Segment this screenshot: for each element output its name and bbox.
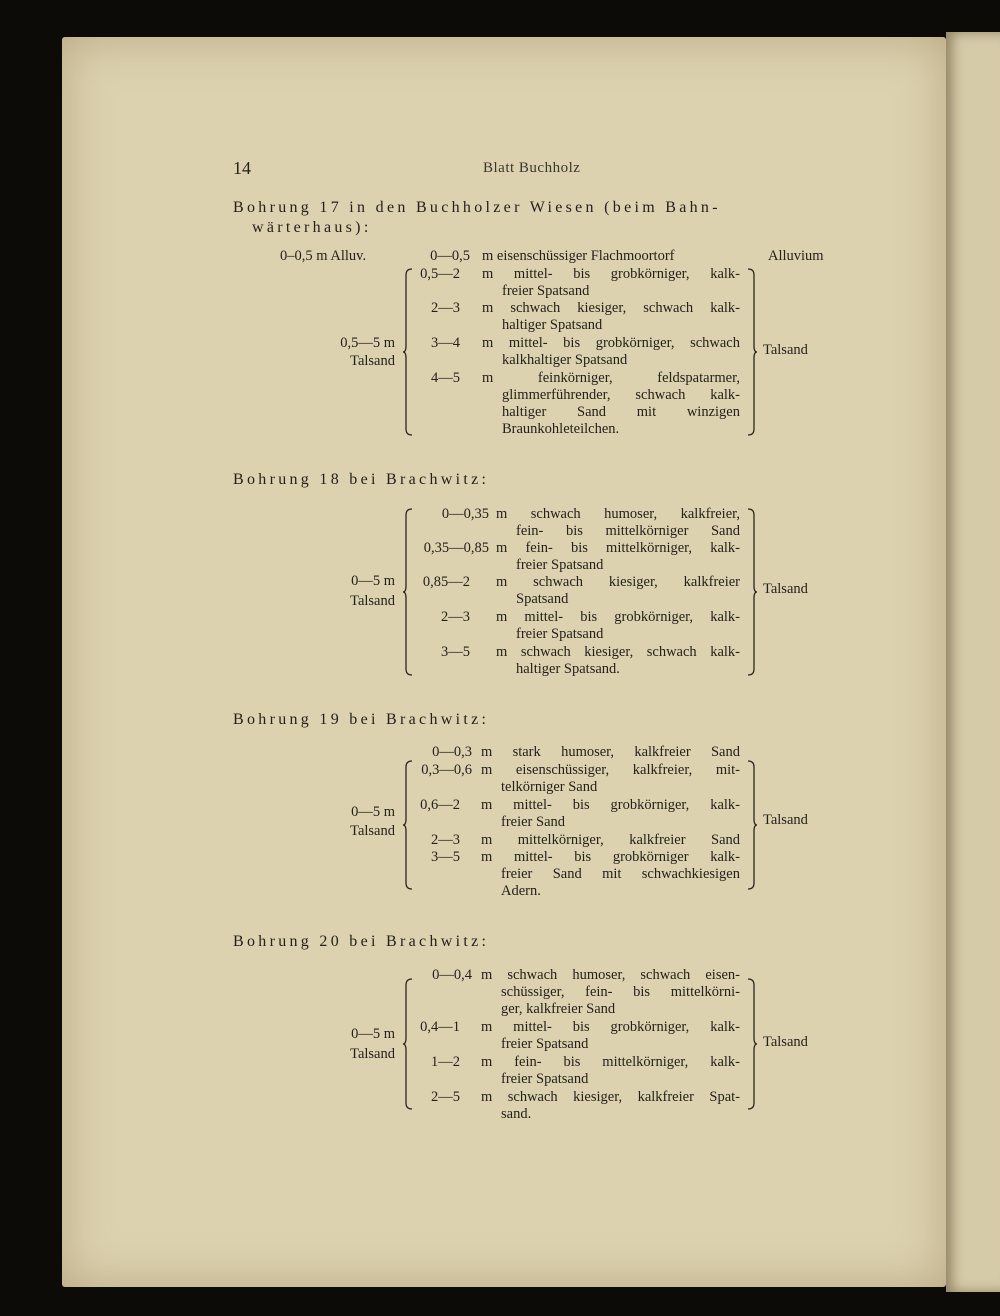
layer-depth: 0—0,3 [432, 744, 472, 760]
layer-line: freier Sand [501, 814, 566, 830]
left-brace [402, 268, 414, 436]
layer-line: freier Sand mit schwachkiesigen [501, 866, 740, 882]
layer-line: m mittel- bis grobkörniger, kalk- [496, 609, 740, 625]
layer-line: sand. [501, 1106, 532, 1122]
section-heading: Bohrung 17 in den Buchholzer Wiesen (beim Bahn- [233, 199, 721, 216]
layer-depth: 1—2 [431, 1054, 460, 1070]
layer-depth: 0,35—0,85 [423, 540, 489, 556]
left-brace [402, 760, 414, 890]
layer-line: ger, kalkfreier Sand [501, 1001, 616, 1017]
layer-line: m eisenschüssiger, kalkfreier, mit- [481, 762, 740, 778]
layer-depth: 0,5—2 [420, 266, 460, 282]
layer-line: m fein- bis mittelkörniger, kalk- [496, 540, 740, 556]
layer-line: m stark humoser, kalkfreier Sand [481, 744, 740, 760]
layer-line: freier Spatsand [501, 1071, 589, 1087]
layer-depth: 3—4 [431, 335, 460, 351]
layer-depth: 0,6—2 [420, 797, 460, 813]
bracket-label-formation: Talsand [350, 353, 395, 369]
layer-line: Spatsand [516, 591, 569, 607]
right-brace [747, 978, 759, 1110]
layer-depth: 2—5 [431, 1089, 460, 1105]
layer-line: Adern. [501, 883, 541, 899]
pre-label: 0–0,5 m Alluv. [280, 248, 367, 264]
layer-line: m feinkörniger, feldspatarmer, [482, 370, 740, 386]
layer-depth: 2—3 [441, 609, 470, 625]
bracket-label-depth: 0—5 m [351, 804, 395, 820]
right-brace [747, 268, 759, 436]
right-brace [747, 508, 759, 676]
layer-line: m schwach kiesiger, kalkfreier Spat- [481, 1089, 740, 1105]
running-head: Blatt Buchholz [483, 160, 581, 176]
layer-line: m fein- bis mittelkörniger, kalk- [481, 1054, 740, 1070]
formation-label: Talsand [763, 1034, 808, 1050]
bracket-label-formation: Talsand [350, 823, 395, 839]
section-heading: Bohrung 19 bei Brachwitz: [233, 711, 490, 728]
layer-line: m mittel- bis grobkörniger, schwach [482, 335, 740, 351]
bracket-label-depth: 0—5 m [351, 1026, 395, 1042]
layer-line: m mittel- bis grobkörniger, kalk- [482, 266, 740, 282]
layer-line: telkörniger Sand [501, 779, 598, 795]
pre-description: m eisenschüssiger Flachmoortorf [482, 248, 675, 264]
layer-line: haltiger Spatsand [502, 317, 603, 333]
layer-depth: 2—3 [431, 300, 460, 316]
layer-line: glimmerführender, schwach kalk- [502, 387, 740, 403]
bracket-label-formation: Talsand [350, 1046, 395, 1062]
left-brace [402, 978, 414, 1110]
right-brace [747, 760, 759, 890]
layer-line: m mittel- bis grobkörniger, kalk- [481, 1019, 740, 1035]
section-heading-continuation: wärterhaus): [252, 219, 372, 236]
layer-depth: 0—0,35 [441, 506, 489, 522]
layer-line: freier Spatsand [516, 557, 604, 573]
layer-line: m mittel- bis grobkörniger, kalk- [481, 797, 740, 813]
left-brace [402, 508, 414, 676]
layer-line: m schwach humoser, kalkfreier, [496, 506, 740, 522]
layer-line: haltiger Spatsand. [516, 661, 620, 677]
layer-depth: 3—5 [441, 644, 470, 660]
layer-line: haltiger Sand mit winzigen [502, 404, 740, 420]
layer-line: kalkhaltiger Spatsand [502, 352, 628, 368]
layer-line: schüssiger, fein- bis mittelkörni- [501, 984, 740, 1000]
layer-line: freier Spatsand [516, 626, 604, 642]
layer-line: freier Spatsand [502, 283, 590, 299]
bracket-label-depth: 0—5 m [351, 573, 395, 589]
formation-label: Talsand [763, 342, 808, 358]
layer-depth: 0,4—1 [420, 1019, 460, 1035]
layer-depth: 3—5 [431, 849, 460, 865]
section-heading: Bohrung 18 bei Brachwitz: [233, 471, 490, 488]
layer-line: freier Spatsand [501, 1036, 589, 1052]
bracket-label-depth: 0,5—5 m [340, 335, 395, 351]
pre-depth: 0—0,5 [430, 248, 470, 264]
layer-line: m schwach kiesiger, schwach kalk- [482, 300, 740, 316]
adjacent-page-edge [946, 32, 1000, 1292]
formation-label: Talsand [763, 812, 808, 828]
page-number: 14 [233, 158, 251, 178]
layer-line: m mittelkörniger, kalkfreier Sand [481, 832, 740, 848]
layer-depth: 0—0,4 [432, 967, 472, 983]
pre-formation: Alluvium [768, 248, 824, 264]
layer-line: m schwach kiesiger, schwach kalk- [496, 644, 740, 660]
layer-depth: 2—3 [431, 832, 460, 848]
layer-line: Braunkohleteilchen. [502, 421, 620, 437]
layer-line: m schwach humoser, schwach eisen- [481, 967, 740, 983]
layer-line: fein- bis mittelkörniger Sand [516, 523, 740, 539]
bracket-label-formation: Talsand [350, 593, 395, 609]
layer-depth: 0,3—0,6 [421, 762, 472, 778]
layer-depth: 4—5 [431, 370, 460, 386]
section-heading: Bohrung 20 bei Brachwitz: [233, 933, 490, 950]
layer-line: m schwach kiesiger, kalkfreier [496, 574, 740, 590]
formation-label: Talsand [763, 581, 808, 597]
layer-depth: 0,85—2 [422, 574, 470, 590]
layer-line: m mittel- bis grobkörniger kalk- [481, 849, 740, 865]
